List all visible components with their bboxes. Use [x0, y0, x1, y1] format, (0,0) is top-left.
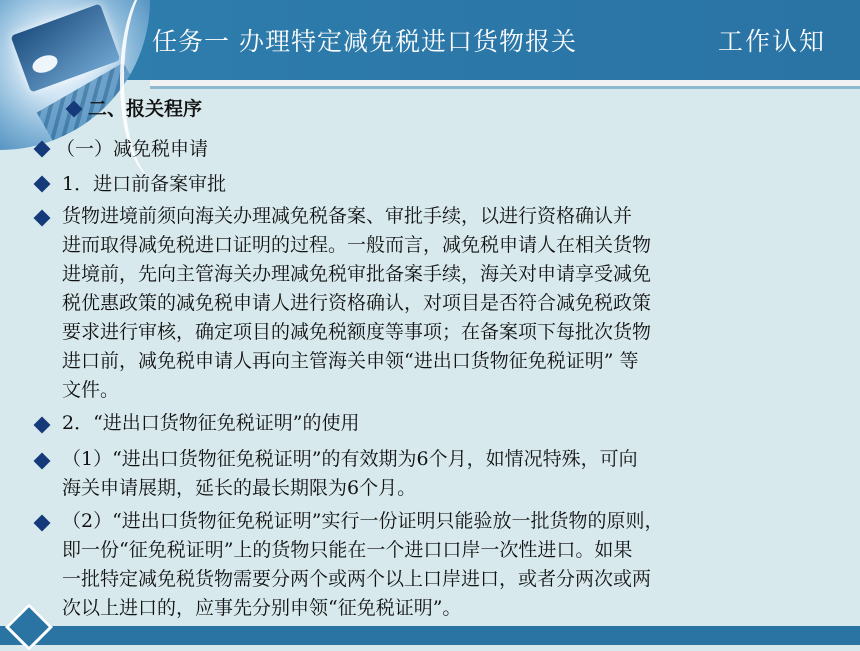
- paragraph-line: 文件。: [62, 379, 120, 401]
- item-pre-import-approval: 1．进口前备案审批: [62, 173, 227, 195]
- diamond-bullet-icon: [34, 210, 51, 227]
- paragraph-line: 进而取得减免税进口证明的过程。一般而言，减免税申请人在相关货物: [62, 234, 652, 256]
- header-divider-accent: [150, 86, 860, 89]
- footer-bar: [0, 626, 860, 645]
- paragraph-line: 要求进行审核，确定项目的减免税额度等事项；在备案项下每批次货物: [62, 321, 652, 343]
- paragraph-line: 海关申请展期，延长的最长期限为6个月。: [62, 477, 417, 499]
- diamond-bullet-icon: [34, 176, 51, 193]
- paragraph-line: 税优惠政策的减免税申请人进行资格确认，对项目是否符合减免税政策: [62, 292, 652, 314]
- paragraph-line: 进口前，减免税申请人再向主管海关申领“进出口货物征免税证明” 等: [62, 350, 639, 372]
- slide-title: 任务一 办理特定减免税进口货物报关: [152, 27, 577, 56]
- paragraph-line: 一批特定减免税货物需要分两个或两个以上口岸进口，或者分两次或两: [62, 568, 652, 590]
- paragraph-line: 进境前，先向主管海关办理减免税审批备案手续，海关对申请享受减免: [62, 263, 652, 285]
- paragraph-line: （2）“进出口货物征免税证明”实行一份证明只能验放一批货物的原则，: [62, 510, 664, 532]
- diamond-bullet-icon: [34, 417, 51, 434]
- section-label: 工作认知: [718, 27, 827, 56]
- paragraph-line: 货物进境前须向海关办理减免税备案、审批手续，以进行资格确认并: [62, 205, 633, 227]
- paragraph-line: （1）“进出口货物征免税证明”的有效期为6个月，如情况特殊，可向: [62, 448, 638, 470]
- section-heading: 二、报关程序: [88, 98, 203, 120]
- paragraph-line: 次以上进口的，应事先分别申领“征免税证明”。: [62, 597, 462, 619]
- diamond-bullet-icon: [34, 453, 51, 470]
- diamond-bullet-icon: [34, 515, 51, 532]
- subheading-application: （一）减免税申请: [56, 138, 209, 160]
- paragraph-line: 即一份“征免税证明”上的货物只能在一个进口口岸一次性进口。如果: [62, 539, 633, 561]
- item-certificate-usage: 2．“进出口货物征免税证明”的使用: [62, 412, 360, 434]
